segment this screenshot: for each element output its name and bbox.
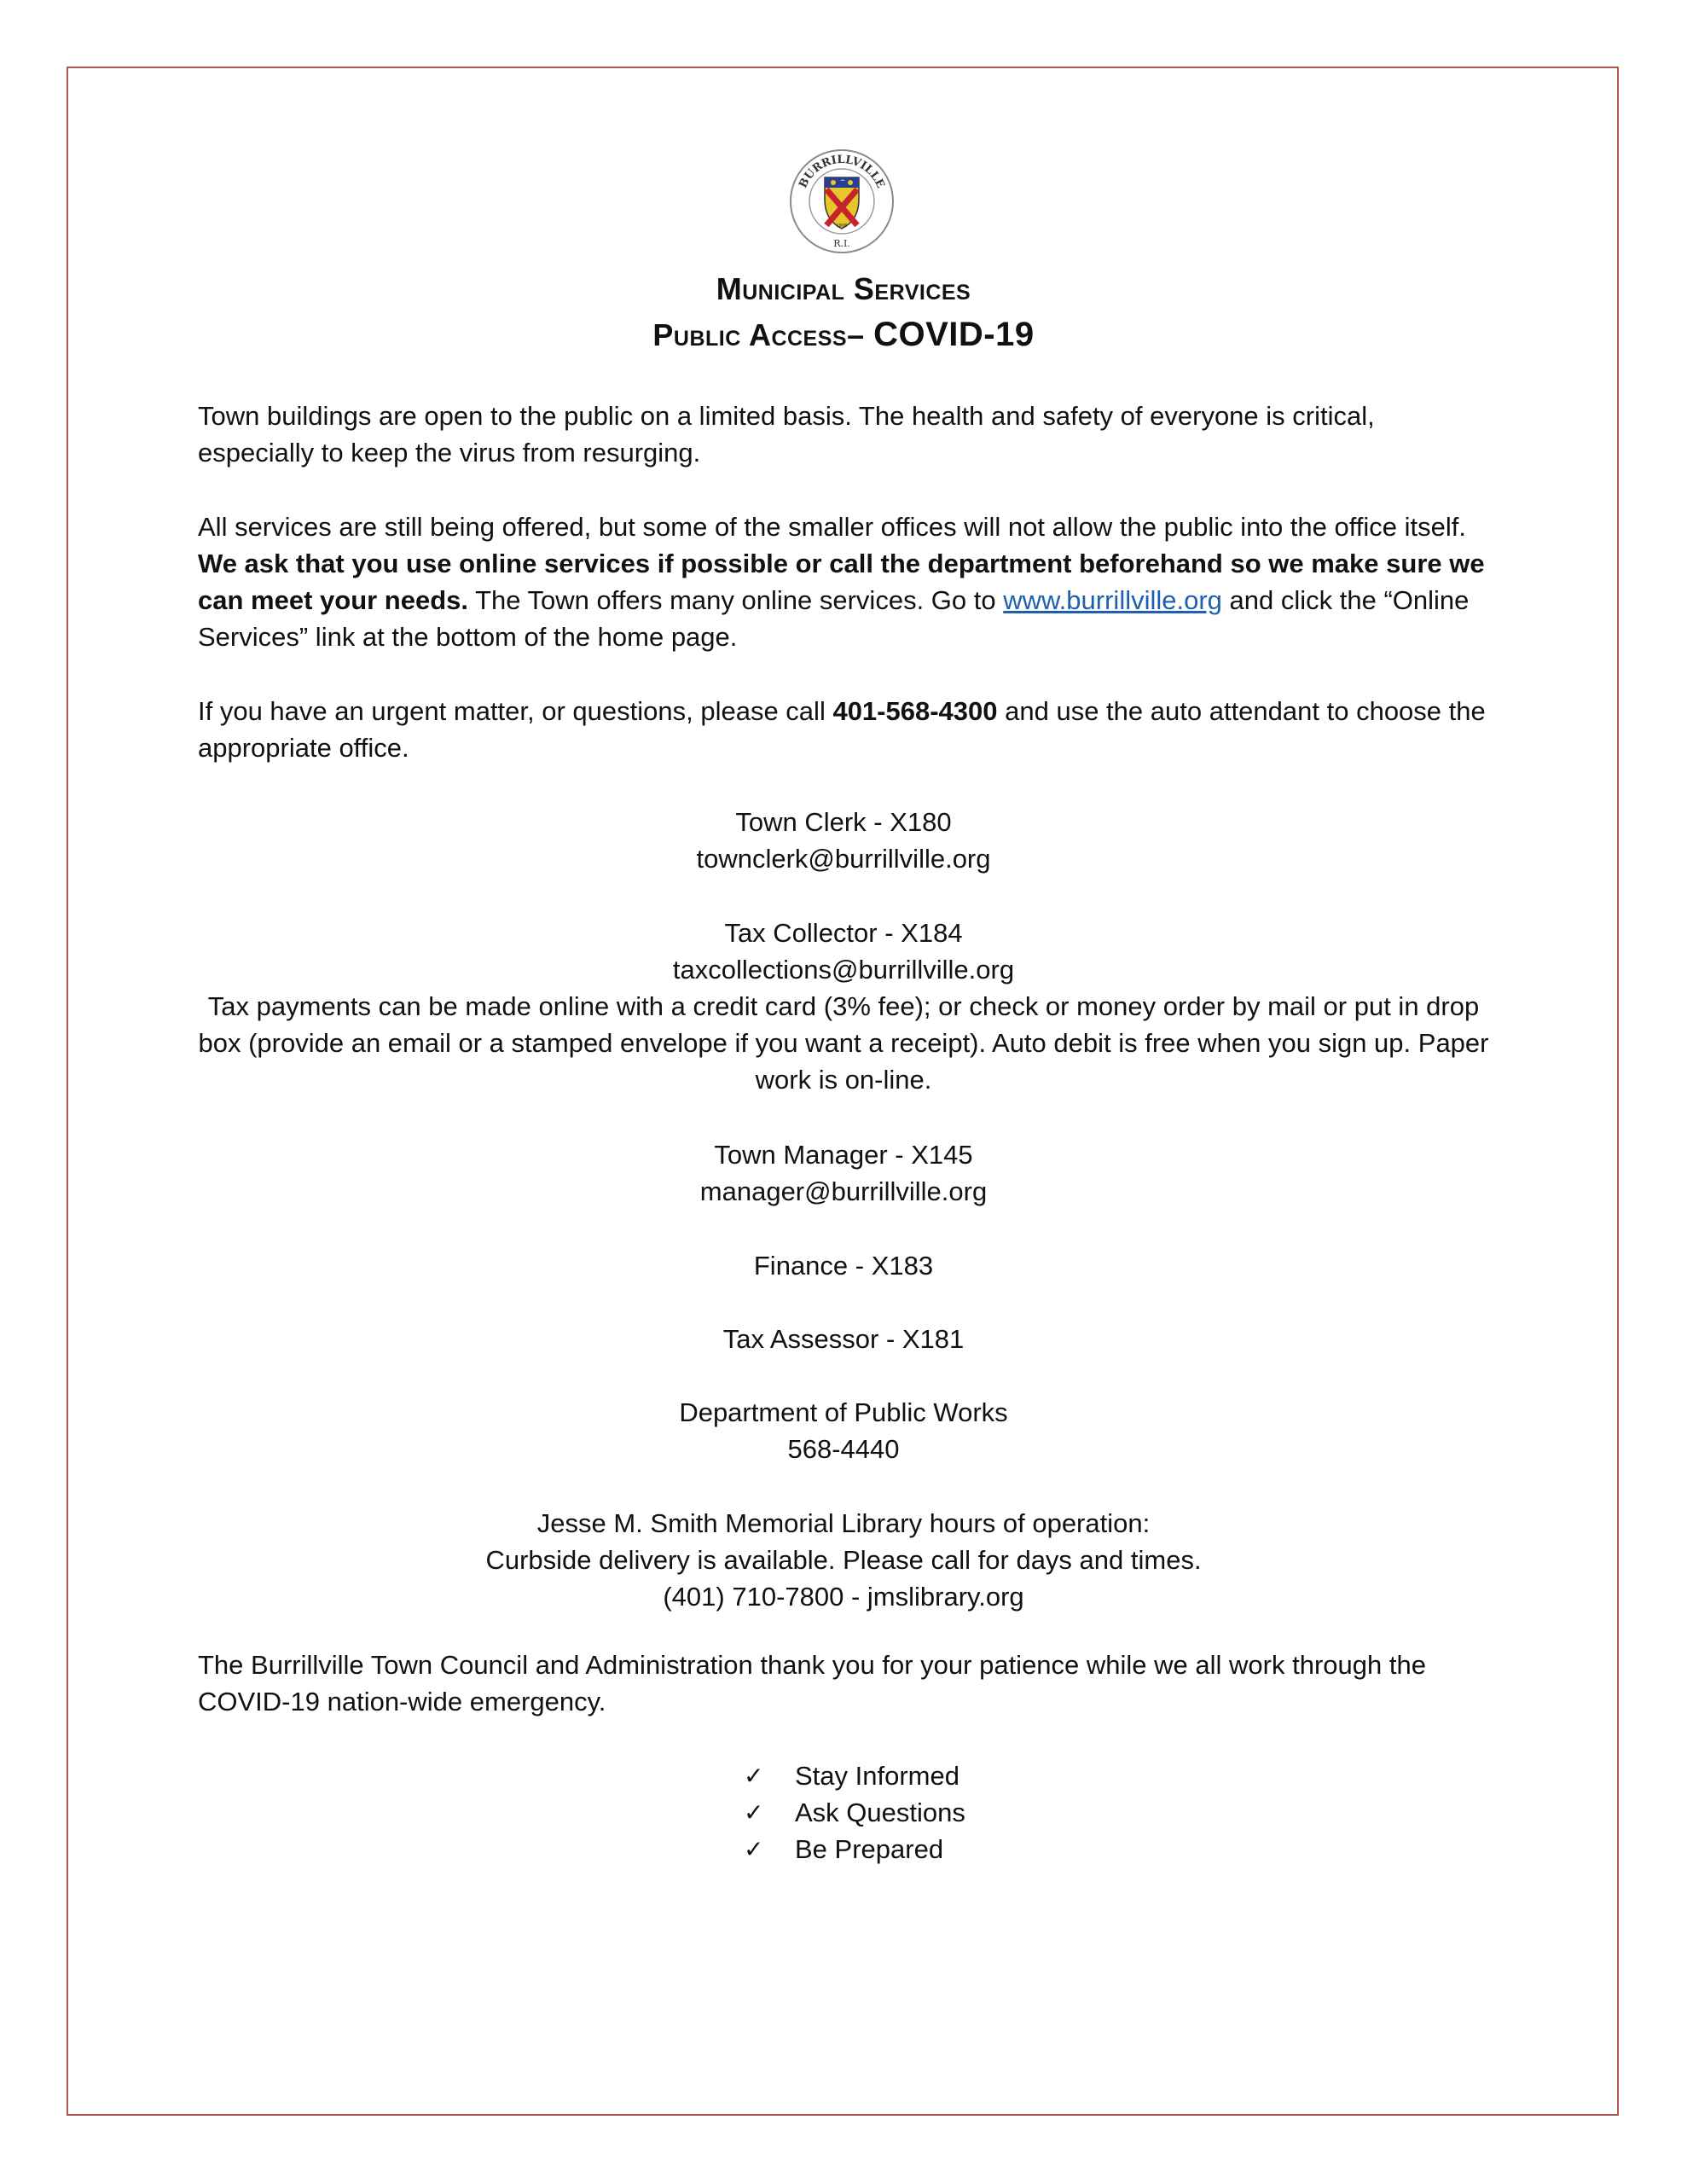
tax-collector-extension: Tax Collector - X184 bbox=[724, 918, 963, 948]
list-item bbox=[744, 1794, 1170, 1831]
public-works-name: Department of Public Works bbox=[679, 1397, 1008, 1427]
town-clerk-email: townclerk@burrillville.org bbox=[696, 844, 991, 874]
services-text-3: and click the “Online Services” link at the bottom of the home page. bbox=[198, 585, 1470, 652]
svg-text:BURRILLVILLE: BURRILLVILLE bbox=[797, 153, 887, 190]
library-info bbox=[171, 1505, 1516, 1615]
check-mark-icon: ✓ bbox=[744, 1762, 764, 1790]
main-phone-number: 401-568-4300 bbox=[832, 696, 998, 726]
services-paragraph bbox=[198, 508, 1494, 655]
tax-collector-contact bbox=[171, 915, 1516, 988]
heading-public-access bbox=[0, 316, 1687, 354]
tax-assessor-extension: Tax Assessor - X181 bbox=[722, 1324, 965, 1354]
library-contact: (401) 710-7800 - jmslibrary.org bbox=[663, 1582, 1024, 1612]
services-text-1: All services are still being offered, but some of the smaller offices will not allow the public into the office itself. bbox=[198, 512, 1467, 542]
services-bold-request: We ask that you use online services if possible or call the department beforehand so we make sure we can meet your needs. bbox=[198, 549, 1485, 615]
heading-municipal-services: Municipal Services bbox=[716, 271, 971, 306]
town-clerk-contact bbox=[171, 804, 1516, 877]
town-seal-logo bbox=[786, 143, 897, 254]
checklist-item-label: Stay Informed bbox=[795, 1761, 959, 1791]
list-item bbox=[744, 1757, 1170, 1794]
town-manager-contact bbox=[171, 1136, 1516, 1210]
finance-extension: Finance - X183 bbox=[753, 1251, 934, 1281]
town-manager-email: manager@burrillville.org bbox=[699, 1176, 988, 1206]
library-title: Jesse M. Smith Memorial Library hours of operation: bbox=[536, 1508, 1151, 1538]
library-curbside-note: Curbside delivery is available. Please call for days and times. bbox=[485, 1545, 1202, 1575]
town-clerk-extension: Town Clerk - X180 bbox=[735, 807, 952, 837]
services-text-2: The Town offers many online services. Go to bbox=[468, 585, 1004, 615]
urgent-text-1: If you have an urgent matter, or questions, please call bbox=[198, 696, 833, 726]
town-manager-extension: Town Manager - X145 bbox=[714, 1140, 973, 1170]
urgent-paragraph bbox=[198, 693, 1494, 766]
check-mark-icon: ✓ bbox=[744, 1835, 764, 1863]
svg-text:R.I.: R.I. bbox=[833, 238, 850, 249]
heading-covid: COVID-19 bbox=[873, 316, 1035, 353]
checklist-item-label: Ask Questions bbox=[795, 1798, 965, 1827]
urgent-text-2: and use the auto attendant to choose the appropriate office. bbox=[198, 696, 1486, 763]
svg-text:1806: 1806 bbox=[836, 224, 848, 229]
public-works-contact bbox=[171, 1394, 1516, 1467]
list-item bbox=[744, 1831, 1170, 1867]
checklist-item-label: Be Prepared bbox=[795, 1834, 944, 1864]
check-mark-icon: ✓ bbox=[744, 1798, 764, 1827]
intro-paragraph: Town buildings are open to the public on a limited basis. The health and safety of everyone is critical, especially to keep the virus from resurging. bbox=[198, 401, 1375, 468]
tax-collector-email: taxcollections@burrillville.org bbox=[672, 955, 1015, 985]
public-works-phone: 568-4440 bbox=[787, 1434, 900, 1464]
burrillville-website-link[interactable]: www.burrillville.org bbox=[1003, 585, 1222, 615]
tax-payment-note: Tax payments can be made online with a credit card (3% fee); or check or money order by mail or put in drop box (provide an email or a stamped envelope if you want a receipt). Auto debit is free when you sign up. Paper work is on-line. bbox=[198, 991, 1489, 1095]
closing-paragraph: The Burrillville Town Council and Administration thank you for your patience while we all work through the COVID-19 nation-wide emergency. bbox=[198, 1650, 1426, 1716]
heading-public-access-prefix: Public Access– bbox=[652, 317, 874, 352]
checklist bbox=[744, 1757, 1170, 1867]
